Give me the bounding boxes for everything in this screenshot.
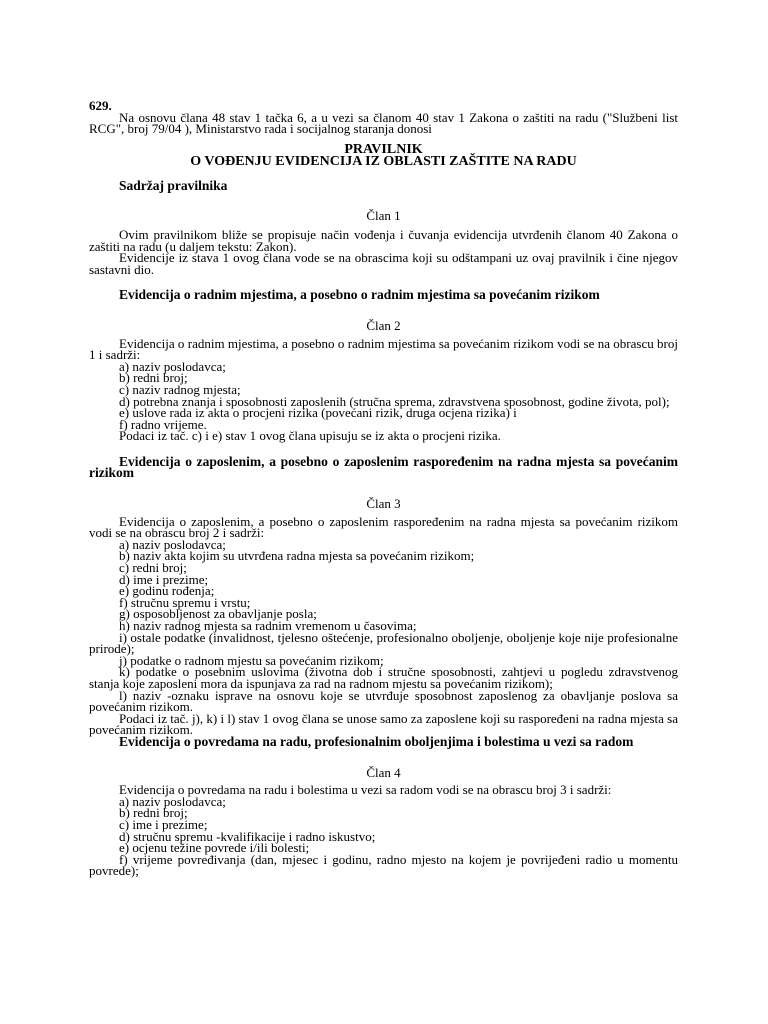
doc-number: 629.: [89, 98, 112, 113]
clan-1-heading: Član 1: [366, 208, 401, 224]
clan-1-paragraph-2: Evidencije iz stava 1 ovog člana vode se na obrascima koji su odštampani uz ovaj pravilnik i čine njegov sastavni dio.: [89, 250, 678, 277]
list-item: a) naziv poslodavca;: [119, 536, 226, 552]
list-item: a) naziv poslodavca;: [119, 793, 226, 809]
list-item: f) radno vrijeme.: [119, 416, 207, 432]
list-item: d) ime i prezime;: [119, 571, 209, 587]
list-item: e) godinu rođenja;: [119, 583, 215, 599]
list-item: d) stručnu spremu -kvalifikacije i radno iskustvo;: [119, 828, 376, 844]
list-item: c) redni broj;: [119, 560, 187, 576]
list-item: k) podatke o posebnim uslovima (životna dob i stručne sposobnosti, zahtjevi u pogledu zdravstvenog stanja koje zaposleni mora da ispunjava za rad na radnom mjestu sa povećanim rizikom);: [89, 664, 678, 691]
document-page: [89, 100, 678, 877]
toc-heading: Sadržaj pravilnika: [119, 177, 228, 193]
clan-4-list: [89, 793, 678, 879]
list-item: b) naziv akta kojim su utvrđena radna mjesta sa povećanim rizikom;: [119, 548, 475, 564]
clan-4-intro: Evidencija o povredama na radu i bolestima u vezi sa radom vodi se na obrascu broj 3 i sadrži:: [119, 782, 612, 798]
intro-paragraph: Na osnovu člana 48 stav 1 tačka 6, a u vezi sa članom 40 stav 1 Zakona o zaštiti na radu ("Službeni list RCG", broj 79/04 ), Ministarstvo rada i socijalnog staranja donosi: [89, 109, 678, 137]
clan-3-intro: Evidencija o zaposlenim, a posebno o zaposlenim raspoređenim na radna mjesta sa povećanim rizikom vodi se na obrascu broj 2 i sadrži:: [89, 513, 678, 541]
list-item: f) stručnu spremu i vrstu;: [119, 594, 251, 610]
list-item: b) redni broj;: [119, 805, 188, 821]
list-item: f) vrijeme povređivanja (dan, mjesec i godinu, radno mjesto na kojem je povrijeđeni radio u momentu povrede);: [89, 851, 678, 879]
list-item: a) naziv poslodavca;: [119, 358, 226, 374]
list-item: c) naziv radnog mjesta;: [119, 381, 241, 397]
clan-4-heading: Član 4: [366, 764, 401, 780]
list-item: e) uslove rada iz akta o procjeni rizika (povećani rizik, druga ocjena rizika) i: [119, 405, 517, 421]
title-line-2: O VOĐENJU EVIDENCIJA IZ OBLASTI ZAŠTITE NA RADU: [190, 153, 577, 169]
list-item: c) ime i prezime;: [119, 816, 208, 832]
clan-3-heading: Član 3: [366, 496, 401, 512]
clan-3-note: Podaci iz tač. j), k) i l) stav 1 ovog člana se unose samo za zaposlene koji su raspoređeni na radna mjesta sa povećanim rizikom.: [89, 710, 678, 738]
title-line-1: PRAVILNIK: [344, 141, 423, 157]
list-item: j) podatke o radnom mjestu sa povećanim rizikom;: [119, 652, 384, 668]
list-item: e) ocjenu težine povrede i/ili bolesti;: [119, 840, 310, 856]
list-item: d) potrebna znanja i sposobnosti zaposlenih (stručna sprema, zdravstvena sposobnost, godine života, pol);: [119, 393, 670, 409]
clan-2-heading: Član 2: [366, 317, 401, 333]
document-title: [89, 141, 678, 169]
section-heading-2: Evidencija o zaposlenim, a posebno o zaposlenim raspoređenim na radna mjesta sa povećanim rizikom: [89, 453, 678, 481]
list-item: l) naziv -oznaku isprave na osnovu koje se utvrđuje sposobnost zaposlenog za obavljanje poslova sa povećanim rizikom.: [89, 687, 678, 715]
section-heading-3: Evidencija o povredama na radu, profesionalnim oboljenjima i bolestima u vezi sa radom: [119, 733, 634, 749]
list-item: b) redni broj;: [119, 370, 188, 386]
clan-2-intro: Evidencija o radnim mjestima, a posebno o radnim mjestima sa povećanim rizikom vodi se na obrascu broj 1 i sadrži:: [89, 335, 678, 363]
clan-2-list: [89, 358, 678, 432]
clan-1-paragraph-1: Ovim pravilnikom bliže se propisuje način vođenja i čuvanja evidencija utvrđenih članom 40 Zakona o zaštiti na radu (u daljem tekstu: Zakon).: [89, 226, 678, 254]
section-heading-1: Evidencija o radnim mjestima, a posebno o radnim mjestima sa povećanim rizikom: [119, 287, 600, 303]
clan-2-note: Podaci iz tač. c) i e) stav 1 ovog člana upisuju se iz akta o procjeni rizika.: [119, 428, 501, 444]
list-item: g) osposobljenost za obavljanje posla;: [119, 606, 317, 622]
clan-3-list: [89, 536, 678, 715]
list-item: i) ostale podatke (invalidnost, tjelesno oštećenje, profesionalno oboljenje, oboljenje koje nije profesionalne prirode);: [89, 629, 678, 657]
list-item: h) naziv radnog mjesta sa radnim vremenom u časovima;: [119, 618, 417, 633]
